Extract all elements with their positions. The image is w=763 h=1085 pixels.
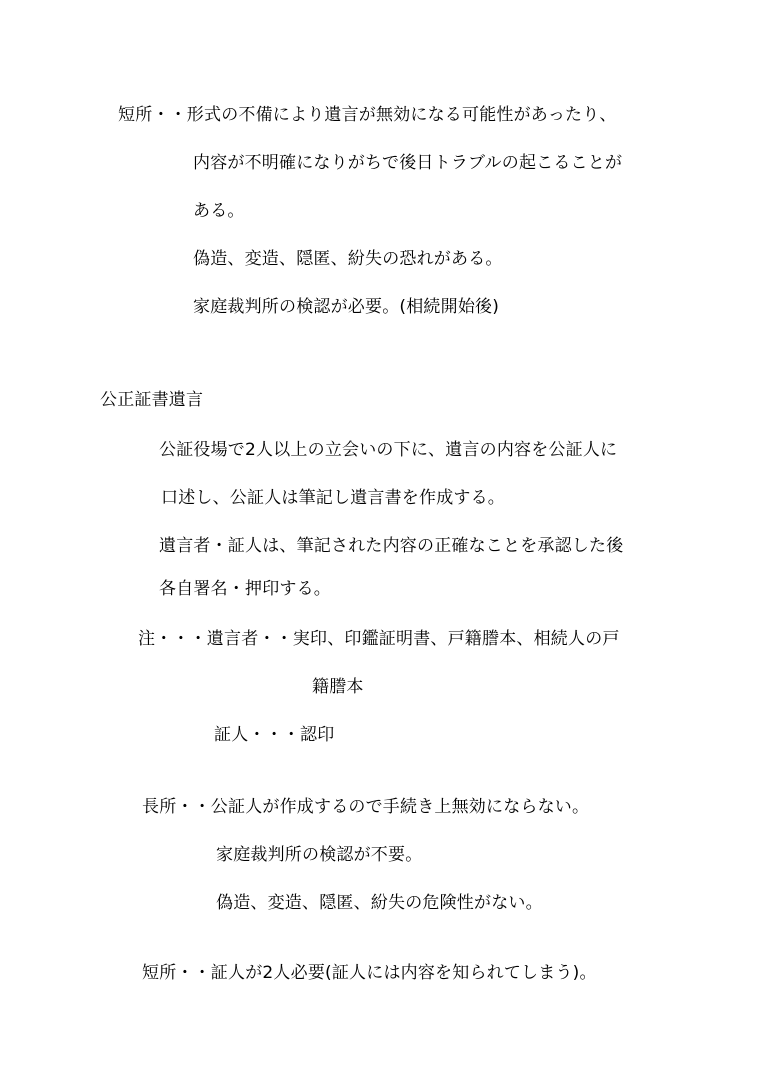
kosei-cons-line-1: 短所・・証人が2人必要(証人には内容を知られてしまう)。 bbox=[142, 963, 597, 983]
kosei-pros-line-2: 家庭裁判所の検認が不要。 bbox=[216, 845, 423, 865]
kosei-desc-line-3: 遺言者・証人は、筆記された内容の正確なことを承認した後 bbox=[159, 536, 624, 556]
kosei-desc-line-2: 口述し、公証人は筆記し遺言書を作成する。 bbox=[161, 488, 505, 508]
kosei-note-line-3: 証人・・・認印 bbox=[214, 725, 335, 745]
kosei-note-line-2: 籍謄本 bbox=[312, 677, 364, 697]
jihitsu-cons-line-2: 内容が不明確になりがちで後日トラブルの起こることが bbox=[193, 153, 623, 173]
kosei-desc-line-4: 各自署名・押印する。 bbox=[159, 579, 331, 599]
kosei-pros-line-1: 長所・・公証人が作成するので手続き上無効にならない。 bbox=[142, 797, 590, 817]
kosei-heading: 公正証書遺言 bbox=[100, 390, 204, 410]
jihitsu-cons-line-5: 家庭裁判所の検認が必要。(相続開始後) bbox=[193, 297, 500, 317]
jihitsu-cons-line-4: 偽造、変造、隠匿、紛失の恐れがある。 bbox=[193, 249, 503, 269]
kosei-desc-line-1: 公証役場で2人以上の立会いの下に、遺言の内容を公証人に bbox=[159, 440, 618, 460]
kosei-pros-line-3: 偽造、変造、隠匿、紛失の危険性がない。 bbox=[216, 893, 543, 913]
jihitsu-cons-line-3: ある。 bbox=[193, 201, 245, 221]
jihitsu-cons-line-1: 短所・・形式の不備により遺言が無効になる可能性があったり、 bbox=[118, 105, 617, 125]
kosei-note-line-1: 注・・・遺言者・・実印、印鑑証明書、戸籍謄本、相続人の戸 bbox=[138, 629, 620, 649]
